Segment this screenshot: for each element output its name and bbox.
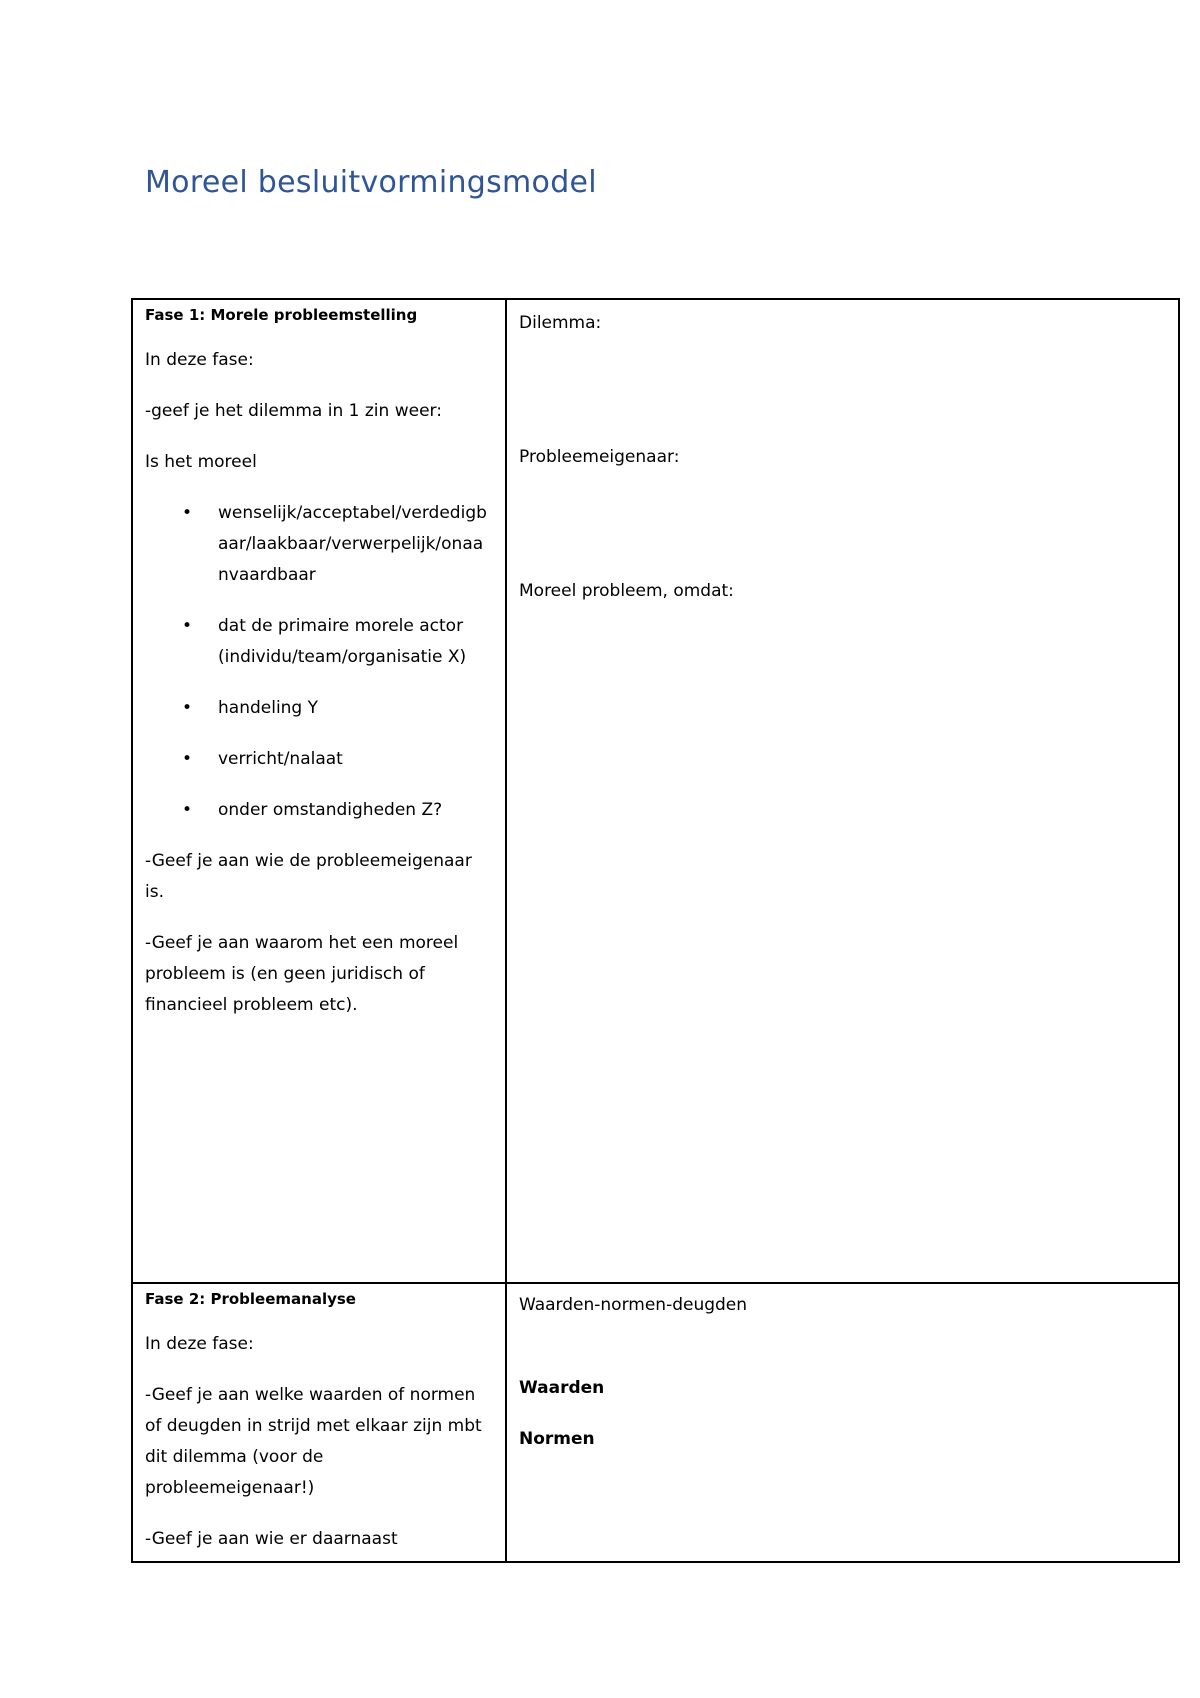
list-item xyxy=(182,795,493,826)
decision-model-table xyxy=(131,298,1180,1563)
dilemma-label: Dilemma: xyxy=(519,313,602,333)
fase-1-step-reason: -Geef je aan waarom het een moreel probleem is (en geen juridisch of financieel probleem etc). xyxy=(145,933,459,1015)
fase-2-heading: Fase 2: Probleemanalyse xyxy=(145,1290,356,1308)
bullet-icon: • xyxy=(182,749,193,769)
fase-2-instructions-cell xyxy=(132,1283,506,1562)
list-item xyxy=(182,498,493,591)
probleemeigenaar-label: Probleemeigenaar: xyxy=(519,447,680,467)
fase-1-answer-cell[interactable] xyxy=(506,299,1179,1283)
bullet-icon: • xyxy=(182,800,193,820)
fase-2-answer-cell[interactable] xyxy=(506,1283,1179,1562)
fase-2-step-conflict: -Geef je aan welke waarden of normen of deugden in strijd met elkaar zijn mbt dit dilemma (voor de probleemeigenaar!) xyxy=(145,1385,482,1498)
waarden-label: Waarden xyxy=(519,1378,605,1398)
table-row-fase-2 xyxy=(132,1283,1179,1562)
fase-1-criteria-list xyxy=(145,498,493,826)
fase-1-step-owner: -Geef je aan wie de probleemeigenaar is. xyxy=(145,851,472,902)
fase-2-step-stakeholders: -Geef je aan wie er daarnaast xyxy=(145,1529,398,1549)
criteria-text: handeling Y xyxy=(218,698,319,718)
fase-1-step-dilemma: -geef je het dilemma in 1 zin weer: xyxy=(145,401,442,421)
table-row-fase-1 xyxy=(132,299,1179,1283)
fase-1-question: Is het moreel xyxy=(145,452,257,472)
list-item xyxy=(182,744,493,775)
list-item xyxy=(182,693,493,724)
normen-label: Normen xyxy=(519,1429,595,1449)
criteria-text: wenselijk/acceptabel/verdedigbaar/laakbaar/verwerpelijk/onaanvaardbaar xyxy=(218,503,487,585)
document-title: Moreel besluitvormingsmodel xyxy=(145,165,597,200)
criteria-text: onder omstandigheden Z? xyxy=(218,800,443,820)
waarden-normen-deugden-label: Waarden-normen-deugden xyxy=(519,1295,748,1315)
moreel-probleem-label: Moreel probleem, omdat: xyxy=(519,581,734,601)
criteria-text: verricht/nalaat xyxy=(218,749,343,769)
criteria-text: dat de primaire morele actor (individu/team/organisatie X) xyxy=(218,616,467,667)
fase-1-heading: Fase 1: Morele probleemstelling xyxy=(145,306,418,324)
fase-1-intro: In deze fase: xyxy=(145,350,254,370)
list-item xyxy=(182,611,493,673)
bullet-icon: • xyxy=(182,503,193,523)
bullet-icon: • xyxy=(182,698,193,718)
fase-1-instructions-cell xyxy=(132,299,506,1283)
bullet-icon: • xyxy=(182,616,193,636)
fase-2-intro: In deze fase: xyxy=(145,1334,254,1354)
